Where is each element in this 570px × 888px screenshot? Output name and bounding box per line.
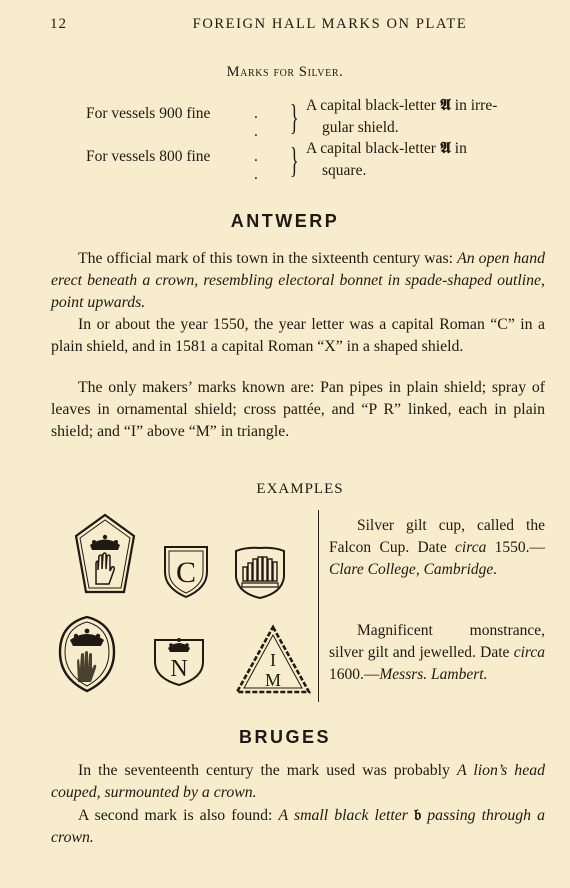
black-letter-glyph: 𝔟 xyxy=(413,805,422,824)
page-number: 12 xyxy=(50,16,67,32)
paragraph-text: The only makers’ marks known are: Pan pipes in plain shield; spray of leaves in ornamental shield; cross pattée, and “P R” linked, each in plain shield; and “I” above “M” in triangle. xyxy=(51,379,545,440)
example-year: 1550.— xyxy=(486,539,545,556)
example-1-description xyxy=(329,515,545,581)
black-letter-glyph: 𝕬 xyxy=(439,95,451,114)
leader-dots: . . xyxy=(254,148,263,183)
paragraph-text: A second mark is also found: xyxy=(78,807,279,824)
paragraph-italic-text: A small black letter xyxy=(278,807,414,824)
desc-text-line2: gular shield. xyxy=(322,119,399,136)
example-2-description xyxy=(329,620,545,686)
paragraph-text: In the seventeenth century the mark used was probably xyxy=(78,762,457,779)
example-year: 1600.— xyxy=(329,666,380,683)
bruges-heading: BRUGES xyxy=(238,727,331,747)
antwerp-heading: ANTWERP xyxy=(230,211,340,231)
mark-letter-n: N xyxy=(170,656,188,682)
pan-pipes-shield-mark-icon xyxy=(232,545,288,601)
example-circa: circa xyxy=(455,539,487,556)
antwerp-paragraph-3 xyxy=(51,377,545,443)
example-source: Messrs. Lambert. xyxy=(379,666,488,683)
desc-text: in irre- xyxy=(450,97,498,114)
antwerp-paragraph-1 xyxy=(51,248,545,314)
desc-text: A capital black-letter xyxy=(306,140,440,157)
paragraph-text: The official mark of this town in the sixteenth century was: xyxy=(78,250,454,267)
desc-text-line2: square. xyxy=(322,162,367,179)
leader-dots: . . xyxy=(254,105,263,140)
mark-fineness: For vessels 900 fine xyxy=(86,105,211,122)
hand-crown-pentagon-mark-icon xyxy=(72,512,138,596)
crown-letter-n-mark-icon xyxy=(152,630,206,688)
brace: } xyxy=(290,97,299,137)
letter-c-shield-mark-icon xyxy=(162,544,210,600)
hand-crown-spade-mark-icon xyxy=(56,614,118,694)
mark-description xyxy=(306,94,546,139)
desc-text: A capital black-letter xyxy=(306,97,440,114)
mark-fineness: For vessels 800 fine xyxy=(86,148,211,165)
mark-description xyxy=(306,137,546,182)
marks-for-silver-title-text: Marks for Silver. xyxy=(226,64,344,80)
paragraph-text: In or about the year 1550, the year letter was a capital Roman “C” in a plain shield, and in 1581 a capital Roman “X” in a shaped shield. xyxy=(51,316,545,355)
i-above-m-triangle-mark-icon xyxy=(234,624,312,696)
mark-letter-m: M xyxy=(264,670,282,690)
column-divider xyxy=(318,510,319,702)
mark-letter-i: I xyxy=(270,650,276,670)
bruges-paragraph-1 xyxy=(51,760,545,804)
paragraph-italic-text: A lion’s head couped, surmounted by a crown. xyxy=(51,762,545,801)
bruges-paragraph-2 xyxy=(51,804,545,849)
example-circa: circa xyxy=(513,644,545,661)
black-letter-glyph: 𝕬 xyxy=(439,138,451,157)
brace: } xyxy=(290,140,299,180)
running-title: FOREIGN HALL MARKS ON PLATE xyxy=(192,16,468,32)
paragraph-italic-text: An open hand erect beneath a crown, resembling electoral bonnet in spade-shaped outline, point upwards. xyxy=(51,250,546,311)
marks-for-silver-title xyxy=(0,64,570,81)
example-text: Magnificent monstrance, silver gilt and jewelled. Date xyxy=(329,622,545,661)
paragraph-italic-text: passing through a crown. xyxy=(51,807,546,846)
mark-letter-c: C xyxy=(175,556,197,589)
example-text: Silver gilt cup, called the Falcon Cup. Date xyxy=(329,517,545,556)
running-header xyxy=(0,16,570,38)
example-source: Clare College, Cambridge. xyxy=(329,561,498,578)
examples-title: EXAMPLES xyxy=(256,481,344,497)
desc-text: in xyxy=(450,140,467,157)
antwerp-paragraph-2 xyxy=(51,314,545,358)
